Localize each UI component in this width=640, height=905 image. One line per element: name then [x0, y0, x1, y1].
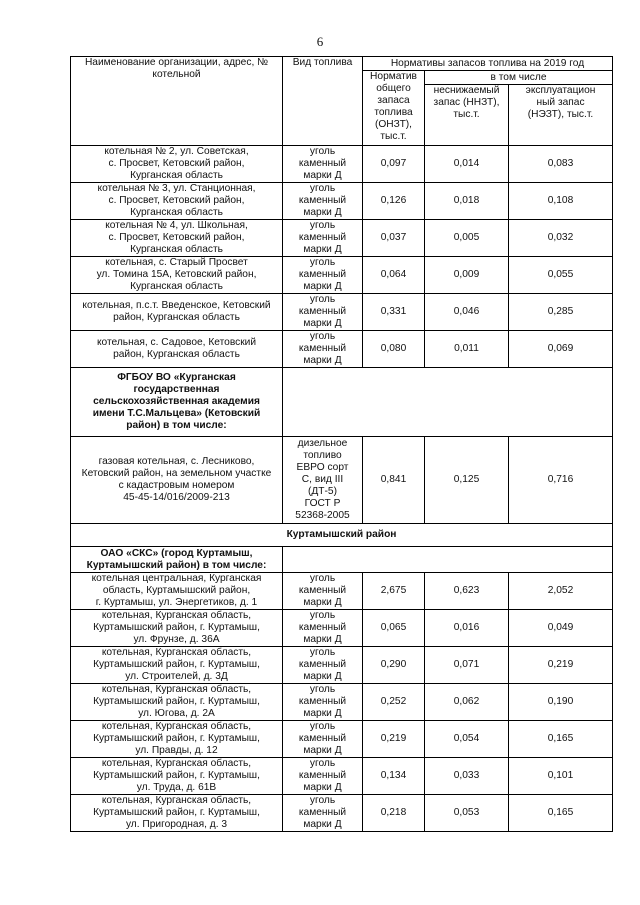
total-reserve-cell: 0,126 — [363, 183, 425, 220]
text-line: котельная № 2, ул. Советская, — [104, 146, 249, 157]
text-line: котельная № 4, ул. Школьная, — [105, 220, 248, 231]
header-nezt — [509, 85, 613, 146]
boiler-name-cell — [71, 795, 283, 832]
nnzt-cell: 0,071 — [425, 647, 509, 684]
gas-boiler-total: 0,841 — [363, 437, 425, 524]
table-row — [71, 573, 613, 610]
text-line: марки Д — [303, 597, 342, 608]
table-row — [71, 684, 613, 721]
text-line: уголь — [309, 257, 336, 268]
text-line: район, Курганская область — [113, 349, 240, 360]
fuel-type-cell — [283, 795, 363, 832]
text-line: эксплуатацион — [525, 85, 596, 96]
nezt-cell: 2,052 — [509, 573, 613, 610]
table-row — [71, 331, 613, 368]
org-fgbou-empty — [283, 368, 613, 437]
text-line: газовая котельная, с. Лесниково, — [98, 456, 255, 467]
text-line: каменный — [298, 232, 347, 243]
text-line: запас (ННЗТ), — [433, 97, 500, 108]
table-row — [71, 647, 613, 684]
total-reserve-cell: 0,065 — [363, 610, 425, 647]
total-reserve-cell: 0,219 — [363, 721, 425, 758]
fuel-type-cell — [283, 146, 363, 183]
text-line: котельная, п.с.т. Введенское, Кетовский — [82, 300, 271, 311]
text-line: с. Просвет, Кетовский район, — [108, 232, 245, 243]
text-line: каменный — [298, 195, 347, 206]
text-line: уголь — [309, 146, 336, 157]
fuel-type-cell — [283, 721, 363, 758]
nnzt-cell: 0,014 — [425, 146, 509, 183]
boiler-name-cell — [71, 183, 283, 220]
total-reserve-cell: 0,252 — [363, 684, 425, 721]
text-line: котельная, Курганская область, — [101, 795, 252, 806]
table-row — [71, 220, 613, 257]
text-line: ул. Строителей, д. 3Д — [125, 671, 228, 682]
table-row — [71, 294, 613, 331]
boiler-name-cell — [71, 573, 283, 610]
total-reserve-cell: 2,675 — [363, 573, 425, 610]
nnzt-cell: 0,011 — [425, 331, 509, 368]
text-line: марки Д — [303, 318, 342, 329]
text-line: топливо — [303, 450, 342, 461]
fuel-type-cell — [283, 573, 363, 610]
text-line: ул. Труда, д. 61В — [136, 782, 217, 793]
total-reserve-cell: 0,037 — [363, 220, 425, 257]
text-line: каменный — [298, 269, 347, 280]
nnzt-cell: 0,054 — [425, 721, 509, 758]
text-line: уголь — [309, 795, 336, 806]
table-row — [71, 183, 613, 220]
text-line: марки Д — [303, 782, 342, 793]
total-reserve-cell: 0,134 — [363, 758, 425, 795]
text-line: ОАО «СКС» (город Куртамыш, — [100, 547, 253, 559]
text-line: область, Куртамышский район, — [102, 585, 251, 596]
nnzt-cell: 0,033 — [425, 758, 509, 795]
text-line: уголь — [309, 684, 336, 695]
text-line: котельная, Курганская область, — [101, 721, 252, 732]
boiler-name-cell — [71, 684, 283, 721]
nezt-cell: 0,032 — [509, 220, 613, 257]
text-line: каменный — [298, 158, 347, 169]
header-total — [363, 71, 425, 146]
text-line: уголь — [309, 647, 336, 658]
text-line: котельная центральная, Курганская — [91, 573, 262, 584]
boiler-name-cell — [71, 721, 283, 758]
nezt-cell: 0,165 — [509, 721, 613, 758]
text-line: уголь — [309, 220, 336, 231]
text-line: с. Просвет, Кетовский район, — [108, 195, 245, 206]
text-line: марки Д — [303, 819, 342, 830]
org-sks-empty — [283, 547, 613, 573]
nnzt-cell: 0,005 — [425, 220, 509, 257]
text-line: с кадастровым номером — [118, 480, 235, 491]
text-line: котельная, Курганская область, — [101, 610, 252, 621]
boiler-name-cell — [71, 220, 283, 257]
nezt-cell: 0,055 — [509, 257, 613, 294]
text-line: Куртамышский район, г. Куртамыш, — [93, 659, 260, 670]
text-line: запаса — [377, 95, 410, 106]
text-line: С, вид III — [301, 474, 344, 485]
nnzt-cell: 0,053 — [425, 795, 509, 832]
fuel-type-cell — [283, 331, 363, 368]
text-line: Куртамышский район, г. Куртамыш, — [93, 622, 260, 633]
text-line: Курганская область — [130, 207, 223, 218]
text-line: уголь — [309, 721, 336, 732]
total-reserve-cell: 0,097 — [363, 146, 425, 183]
text-line: марки Д — [303, 170, 342, 181]
org-sks — [71, 547, 283, 573]
text-line: район) в том числе: — [126, 420, 227, 431]
text-line: марки Д — [303, 355, 342, 366]
text-line: ул. Томина 15А, Кетовский район, — [96, 269, 257, 280]
fuel-type-cell — [283, 257, 363, 294]
fuel-type-cell — [283, 183, 363, 220]
text-line: уголь — [309, 183, 336, 194]
text-line: Кетовский район, на земельном участке — [81, 468, 272, 479]
text-line: 45-45-14/016/2009-213 — [123, 492, 230, 503]
text-line: ул. Югова, д. 2А — [138, 708, 215, 719]
text-line: уголь — [309, 610, 336, 621]
total-reserve-cell: 0,064 — [363, 257, 425, 294]
district-heading: Куртамышский район — [71, 524, 613, 547]
text-line: Куртамышский район) в том числе: — [86, 559, 267, 571]
page-number: 6 — [316, 34, 324, 49]
table-row — [71, 795, 613, 832]
text-line: (ОНЗТ), — [374, 119, 413, 130]
fuel-type-cell — [283, 294, 363, 331]
nezt-cell: 0,083 — [509, 146, 613, 183]
text-line: каменный — [298, 622, 347, 633]
header-including: в том числе — [425, 71, 613, 85]
total-reserve-cell: 0,080 — [363, 331, 425, 368]
text-line: Куртамышский район, г. Куртамыш, — [93, 770, 260, 781]
text-line: каменный — [298, 659, 347, 670]
header-nnzt — [425, 85, 509, 146]
boiler-name-cell — [71, 758, 283, 795]
text-line: уголь — [309, 758, 336, 769]
text-line: (НЭЗТ), тыс.т. — [527, 109, 594, 120]
text-line: 52368-2005 — [295, 510, 350, 521]
org-fgbou — [71, 368, 283, 437]
text-line: государственная — [133, 384, 220, 395]
text-line: уголь — [309, 294, 336, 305]
boiler-name-cell — [71, 294, 283, 331]
text-line: каменный — [298, 343, 347, 354]
text-line: марки Д — [303, 745, 342, 756]
fuel-type-cell — [283, 220, 363, 257]
nnzt-cell: 0,009 — [425, 257, 509, 294]
text-line: неснижаемый — [433, 85, 500, 96]
boiler-name-cell — [71, 647, 283, 684]
boiler-name-cell — [71, 331, 283, 368]
text-line: сельскохозяйственная академия — [93, 396, 260, 407]
text-line: каменный — [298, 807, 347, 818]
text-line: котельная, Курганская область, — [101, 684, 252, 695]
gas-boiler-name — [71, 437, 283, 524]
text-line: ЕВРО сорт — [296, 462, 349, 473]
text-line: (ДТ-5) — [308, 486, 337, 497]
nnzt-cell: 0,046 — [425, 294, 509, 331]
text-line: каменный — [298, 696, 347, 707]
nezt-cell: 0,108 — [509, 183, 613, 220]
text-line: котельная, с. Старый Просвет — [105, 257, 248, 268]
text-line: котельная № 3, ул. Станционная, — [97, 183, 256, 194]
text-line: марки Д — [303, 207, 342, 218]
text-line: Куртамышский район, г. Куртамыш, — [93, 733, 260, 744]
text-line: ул. Фрунзе, д. 36А — [133, 634, 220, 645]
text-line: Куртамышский район, г. Куртамыш, — [93, 807, 260, 818]
text-line: тыс.т. — [380, 131, 407, 142]
text-line: ул. Правды, д. 12 — [135, 745, 218, 756]
text-line: имени Т.С.Мальцева» (Кетовский — [92, 408, 261, 419]
text-line: общего — [376, 83, 411, 94]
boiler-name-cell — [71, 146, 283, 183]
fuel-type-cell — [283, 684, 363, 721]
total-reserve-cell: 0,331 — [363, 294, 425, 331]
fuel-reserves-table — [70, 56, 613, 832]
text-line: марки Д — [303, 671, 342, 682]
nezt-cell: 0,285 — [509, 294, 613, 331]
text-line: г. Куртамыш, ул. Энергетиков, д. 1 — [95, 597, 258, 608]
nezt-cell: 0,165 — [509, 795, 613, 832]
nnzt-cell: 0,062 — [425, 684, 509, 721]
text-line: Курганская область — [130, 244, 223, 255]
nezt-cell: 0,101 — [509, 758, 613, 795]
text-line: дизельное — [297, 438, 348, 449]
text-line: с. Просвет, Кетовский район, — [108, 158, 245, 169]
text-line: котельная, Курганская область, — [101, 758, 252, 769]
table-row — [71, 146, 613, 183]
text-line: каменный — [298, 306, 347, 317]
text-line: Норматив — [370, 71, 417, 82]
text-line: Курганская область — [130, 281, 223, 292]
header-norms: Нормативы запасов топлива на 2019 год — [363, 57, 613, 71]
text-line: марки Д — [303, 708, 342, 719]
fuel-type-cell — [283, 758, 363, 795]
nezt-cell: 0,049 — [509, 610, 613, 647]
text-line: ный запас — [536, 97, 585, 108]
text-line: ГОСТ Р — [304, 498, 341, 509]
text-line: марки Д — [303, 244, 342, 255]
header-name: Наименование организации, адрес, № котельной — [71, 57, 283, 146]
header-fuel: Вид топлива — [283, 57, 363, 146]
fuel-type-cell — [283, 647, 363, 684]
text-line: котельная, с. Садовое, Кетовский — [96, 337, 257, 348]
text-line: каменный — [298, 770, 347, 781]
text-line: Куртамышский район, г. Куртамыш, — [93, 696, 260, 707]
text-line: каменный — [298, 585, 347, 596]
boiler-name-cell — [71, 257, 283, 294]
text-line: тыс.т. — [453, 109, 480, 120]
text-line: марки Д — [303, 634, 342, 645]
boiler-name-cell — [71, 610, 283, 647]
table-row — [71, 257, 613, 294]
gas-boiler-fuel — [283, 437, 363, 524]
total-reserve-cell: 0,290 — [363, 647, 425, 684]
nnzt-cell: 0,016 — [425, 610, 509, 647]
nnzt-cell: 0,623 — [425, 573, 509, 610]
table-row — [71, 610, 613, 647]
text-line: каменный — [298, 733, 347, 744]
nezt-cell: 0,190 — [509, 684, 613, 721]
text-line: котельная, Курганская область, — [101, 647, 252, 658]
total-reserve-cell: 0,218 — [363, 795, 425, 832]
text-line: ФГБОУ ВО «Курганская — [117, 372, 236, 383]
text-line: уголь — [309, 331, 336, 342]
text-line: топлива — [374, 107, 413, 118]
gas-boiler-nezt: 0,716 — [509, 437, 613, 524]
text-line: уголь — [309, 573, 336, 584]
text-line: Курганская область — [130, 170, 223, 181]
nezt-cell: 0,219 — [509, 647, 613, 684]
text-line: марки Д — [303, 281, 342, 292]
nezt-cell: 0,069 — [509, 331, 613, 368]
fuel-type-cell — [283, 610, 363, 647]
text-line: ул. Пригородная, д. 3 — [125, 819, 228, 830]
table-row — [71, 721, 613, 758]
text-line: район, Курганская область — [113, 312, 240, 323]
table-row — [71, 758, 613, 795]
nnzt-cell: 0,018 — [425, 183, 509, 220]
gas-boiler-nnzt: 0,125 — [425, 437, 509, 524]
